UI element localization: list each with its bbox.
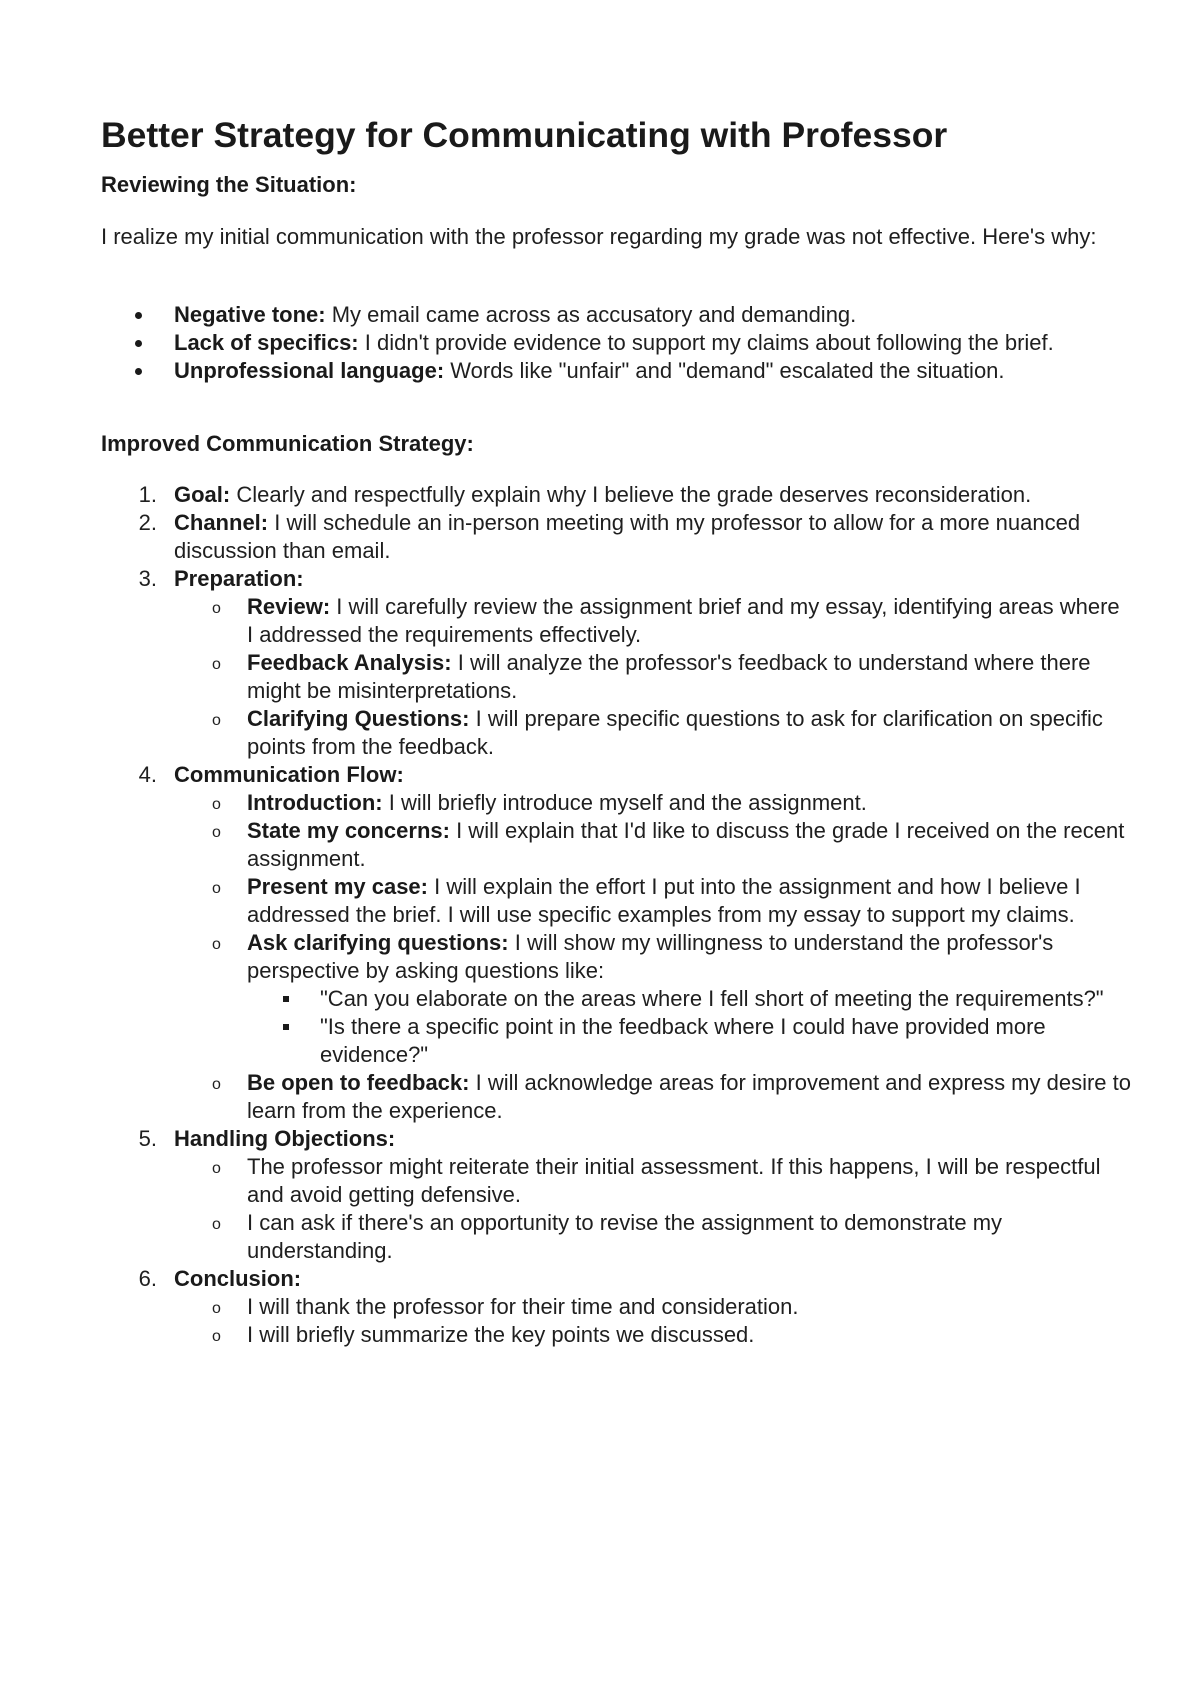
sub-list-item: o Feedback Analysis: I will analyze the professor's feedback to understand where there might be misinterpretations.: [212, 650, 1091, 703]
sub-list-item: o I will briefly summarize the key points we discussed.: [101, 1321, 1131, 1349]
circle-bullet-icon: o: [212, 600, 221, 617]
circle-bullet-icon: o: [212, 656, 221, 673]
list-item: Negative tone: My email came across as accusatory and demanding.: [101, 301, 1131, 329]
list-item: 2. Channel: I will schedule an in-person meeting with my professor to allow for a more nuanced discussion than email.: [138, 510, 1081, 563]
issues-list: [101, 301, 1131, 385]
document-title: Better Strategy for Communicating with Professor: [101, 115, 948, 155]
circle-bullet-icon: o: [212, 1076, 221, 1093]
list-item: 4. Communication Flow:: [138, 762, 404, 787]
intro-paragraph: I realize my initial communication with the professor regarding my grade was not effective. Here's why:: [101, 224, 1097, 249]
circle-bullet-icon: o: [212, 1216, 221, 1233]
circle-bullet-icon: o: [212, 712, 221, 729]
sub-list-item: o Present my case: I will explain the effort I put into the assignment and how I believe I addressed the brief. I will use specific examples from my essay to support my claims.: [212, 874, 1081, 927]
list-item: Lack of specifics: I didn't provide evidence to support my claims about following the brief.: [101, 329, 1131, 357]
circle-bullet-icon: o: [212, 1160, 221, 1177]
sub-list-item: o State my concerns: I will explain that I'd like to discuss the grade I received on the recent assignment.: [212, 818, 1125, 871]
sub-list-item: o Clarifying Questions: I will prepare specific questions to ask for clarification on specific points from the feedback.: [212, 706, 1103, 759]
list-item: 3. Preparation:: [138, 566, 304, 591]
bullet-icon: [135, 312, 142, 319]
circle-bullet-icon: o: [212, 796, 221, 813]
list-item: Unprofessional language: Words like "unfair" and "demand" escalated the situation.: [101, 357, 1131, 385]
list-item: 1. Goal: Clearly and respectfully explain why I believe the grade deserves reconsideration.: [138, 482, 1032, 507]
sub-list-item: o I will thank the professor for their time and consideration.: [101, 1293, 1131, 1321]
bullet-icon: [135, 340, 142, 347]
circle-bullet-icon: o: [212, 880, 221, 897]
circle-bullet-icon: o: [212, 1328, 221, 1345]
question-item: "Can you elaborate on the areas where I fell short of meeting the requirements?": [101, 985, 1131, 1013]
bullet-icon: [135, 368, 142, 375]
circle-bullet-icon: o: [212, 936, 221, 953]
square-bullet-icon: [283, 996, 289, 1002]
question-item: "Is there a specific point in the feedback where I could have provided more evidence?": [101, 1013, 1131, 1069]
sub-list-item: o Ask clarifying questions: I will show my willingness to understand the professor's perspective by asking questions like:: [212, 930, 1054, 983]
list-item: 5. Handling Objections:: [138, 1126, 396, 1151]
strategy-list: [101, 481, 1131, 1349]
section-heading-reviewing: Reviewing the Situation:: [101, 172, 357, 197]
sub-list-item: o The professor might reiterate their initial assessment. If this happens, I will be respectful and avoid getting defensive.: [212, 1154, 1101, 1207]
sub-list-item: o Introduction: I will briefly introduce myself and the assignment.: [101, 789, 1131, 817]
sub-list-item: o Be open to feedback: I will acknowledge areas for improvement and express my desire to learn from the experience.: [212, 1070, 1131, 1123]
square-bullet-icon: [283, 1024, 289, 1030]
list-item: 6. Conclusion:: [138, 1266, 302, 1291]
circle-bullet-icon: o: [212, 824, 221, 841]
sub-list-item: o Review: I will carefully review the assignment brief and my essay, identifying areas where I addressed the requirements effectively.: [212, 594, 1120, 647]
section-heading-strategy: Improved Communication Strategy:: [101, 431, 474, 456]
sub-list-item: o I can ask if there's an opportunity to revise the assignment to demonstrate my understanding.: [212, 1210, 1003, 1263]
circle-bullet-icon: o: [212, 1300, 221, 1317]
